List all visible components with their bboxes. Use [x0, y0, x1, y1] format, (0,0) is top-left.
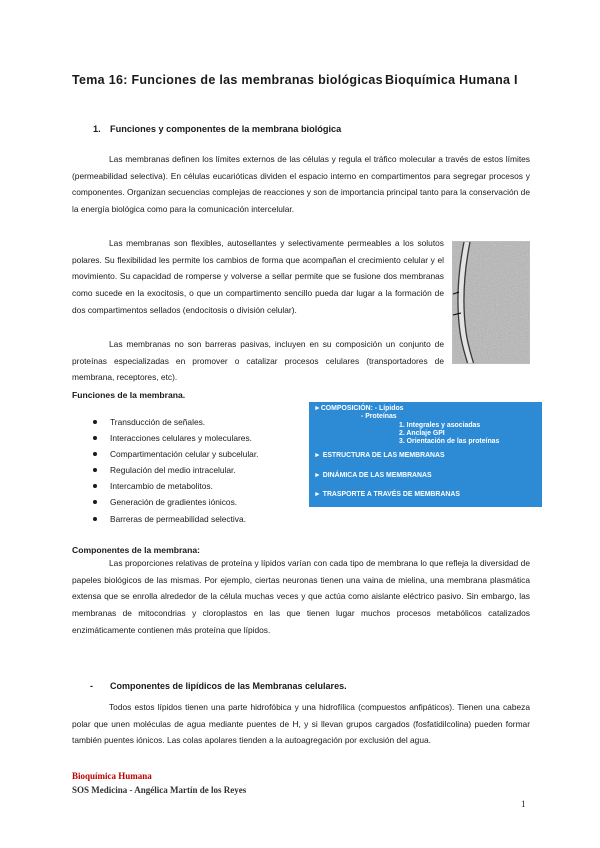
functions-heading: Funciones de la membrana. — [72, 390, 186, 400]
footer-author: SOS Medicina - Angélica Martín de los Reyes — [72, 785, 247, 795]
paragraph-membrane-components: Las proporciones relativas de proteína y lípidos varían con cada tipo de membrana lo que refleja la diversidad de papeles biológicos de las mismas. Por ejemplo, ciertas neuronas tienen una vaina de mielina, una membrana plasmática extensa que se enrolla alrededor de la célula muchas veces y que actúa como aislante eléctrico pasivo. Sin embargo, las membranas de mitocondrias y cloroplastos en las que tienen lugar muchos procesos metabólicos catalizados enzimáticamente contienen más proteína que lípidos. — [72, 558, 530, 635]
page-number: 1 — [521, 799, 526, 809]
list-item: Transducción de señales. — [93, 414, 259, 430]
dash-marker: - — [90, 681, 93, 691]
bullet-icon — [93, 452, 97, 456]
lipids-heading-text: Componentes de lipídicos de las Membranas celulares. — [110, 681, 347, 691]
bullet-icon — [93, 468, 97, 472]
slide-line-transport: ► TRASPORTE A TRAVÉS DE MEMBRANAS — [314, 491, 460, 498]
paragraph-membrane-flexibility: Las membranas son flexibles, autosellantes y selectivamente permeables a los solutos polares. Su flexibilidad les permite los cambios de forma que acompañan el crecimiento celular y el movimiento. Su capacidad de romperse y volverse a sellar permite que se fusione dos membranas como sucede en la exocitosis, o que un compartimento sencillo pueda dar lugar a la formación de dos compartimentos sellados (endocitosis o división celular). — [72, 238, 444, 315]
paragraph-lipids: Todos estos lípidos tienen una parte hidrofóbica y una hidrofílica (compuestos anfipáticos). Tienen una cabeza polar que unen moléculas de agua mediante puentes de H, y si llevan grupos cargados (fosfatidilcolina) pueden formar también puentes iónicos. Las colas apolares tienden a la autoagregación por exclusión del agua. — [72, 702, 530, 746]
section-number: 1. — [93, 124, 101, 134]
bullet-icon — [93, 484, 97, 488]
slide-line-orientation: 3. Orientación de las proteínas — [399, 438, 500, 445]
slide-line-composition: ►COMPOSICIÓN: - Lípidos — [314, 405, 404, 412]
slide-line-proteins: - Proteínas — [361, 413, 397, 420]
components-heading: Componentes de la membrana: — [72, 545, 200, 555]
footer-title: Bioquímica Humana — [72, 771, 152, 781]
list-item: Generación de gradientes iónicos. — [93, 494, 259, 510]
lipids-heading — [90, 681, 347, 691]
bullet-icon — [93, 436, 97, 440]
list-item: Intercambio de metabolitos. — [93, 478, 259, 494]
course-name: Bioquímica Humana I — [385, 73, 518, 87]
list-item: Regulación del medio intracelular. — [93, 462, 259, 478]
bullet-icon — [93, 500, 97, 504]
slide-line-gpi: 2. Anclaje GPI — [399, 430, 445, 437]
outline-slide-image — [309, 402, 542, 507]
slide-line-integral: 1. Integrales y asociadas — [399, 422, 481, 429]
membrane-micrograph-image — [452, 241, 530, 364]
list-item: Interacciones celulares y moleculares. — [93, 430, 259, 446]
bullet-icon — [93, 517, 97, 521]
section-title: Funciones y componentes de la membrana biológica — [110, 124, 342, 134]
list-item: Compartimentación celular y subcelular. — [93, 446, 259, 462]
section-heading — [93, 124, 341, 134]
paragraph-membranes-intro: Las membranas definen los límites externos de las células y regula el tráfico molecular a través de estos límites (permeabilidad selectiva). En células eucarióticas dividen el espacio interno en compartimentos para segregar procesos y componentes. Organizan secuencias complejas de reacciones y son de importancia principal tanto para la conservación de la energía biológica como para la comunicación intercelular. — [72, 154, 530, 215]
slide-line-structure: ► ESTRUCTURA DE LAS MEMBRANAS — [314, 452, 445, 459]
bullet-icon — [93, 420, 97, 424]
slide-line-dynamics: ► DINÁMICA DE LAS MEMBRANAS — [314, 472, 432, 479]
document-title: Tema 16: Funciones de las membranas biológicas — [72, 73, 383, 87]
functions-list — [93, 414, 259, 527]
paragraph-membrane-proteins: Las membranas no son barreras pasivas, incluyen en su composición un conjunto de proteínas especializadas en promover o catalizar procesos celulares (transportadores de membrana, receptores, etc). — [72, 339, 444, 383]
list-item: Barreras de permeabilidad selectiva. — [93, 511, 259, 527]
